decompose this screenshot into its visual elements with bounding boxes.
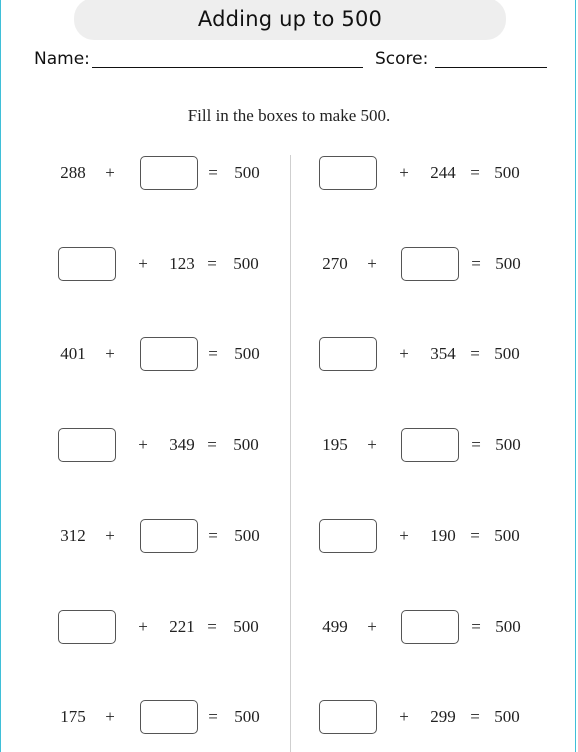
plus-sign: + [367, 254, 377, 273]
answer-box[interactable] [319, 337, 377, 371]
answer-box[interactable] [401, 247, 459, 281]
addend-number: 270 [322, 254, 348, 273]
plus-sign: + [138, 254, 148, 273]
answer-box[interactable] [319, 700, 377, 734]
addend-number: 288 [60, 163, 86, 182]
addend-number: 244 [430, 163, 456, 182]
plus-sign: + [138, 617, 148, 636]
sum-value: 500 [233, 617, 259, 636]
addend-number: 354 [430, 344, 456, 363]
equals-sign: = [470, 344, 480, 363]
sum-value: 500 [234, 526, 260, 545]
sum-value: 500 [494, 344, 520, 363]
equals-sign: = [208, 163, 218, 182]
sum-value: 500 [494, 707, 520, 726]
equals-sign: = [207, 435, 217, 454]
addend-number: 401 [60, 344, 86, 363]
sum-value: 500 [233, 254, 259, 273]
equals-sign: = [208, 344, 218, 363]
addend-number: 221 [169, 617, 195, 636]
equals-sign: = [471, 254, 481, 273]
name-label: Name: [34, 49, 90, 69]
plus-sign: + [399, 707, 409, 726]
title-banner [74, 0, 506, 40]
name-field[interactable] [92, 67, 363, 68]
answer-box[interactable] [140, 156, 198, 190]
answer-box[interactable] [58, 428, 116, 462]
addend-number: 312 [60, 526, 86, 545]
plus-sign: + [399, 526, 409, 545]
instructions: Fill in the boxes to make 500. [187, 106, 391, 125]
equals-sign: = [207, 254, 217, 273]
addend-number: 195 [322, 435, 348, 454]
plus-sign: + [138, 435, 148, 454]
plus-sign: + [105, 707, 115, 726]
answer-box[interactable] [140, 519, 198, 553]
answer-box[interactable] [58, 247, 116, 281]
addend-number: 123 [169, 254, 195, 273]
answer-box[interactable] [140, 700, 198, 734]
answer-box[interactable] [140, 337, 198, 371]
score-label: Score: [375, 49, 429, 69]
column-divider [290, 155, 291, 752]
answer-box[interactable] [401, 428, 459, 462]
equals-sign: = [208, 707, 218, 726]
equals-sign: = [470, 526, 480, 545]
plus-sign: + [367, 617, 377, 636]
sum-value: 500 [495, 617, 521, 636]
addend-number: 190 [430, 526, 456, 545]
equals-sign: = [470, 163, 480, 182]
plus-sign: + [399, 344, 409, 363]
sum-value: 500 [494, 163, 520, 182]
sum-value: 500 [494, 526, 520, 545]
equals-sign: = [208, 526, 218, 545]
plus-sign: + [105, 163, 115, 182]
answer-box[interactable] [319, 156, 377, 190]
addend-number: 499 [322, 617, 348, 636]
answer-box[interactable] [58, 610, 116, 644]
worksheet-title: Adding up to 500 [197, 7, 383, 31]
equals-sign: = [471, 617, 481, 636]
equals-sign: = [207, 617, 217, 636]
equals-sign: = [470, 707, 480, 726]
sum-value: 500 [495, 435, 521, 454]
plus-sign: + [105, 526, 115, 545]
addend-number: 299 [430, 707, 456, 726]
plus-sign: + [367, 435, 377, 454]
sum-value: 500 [234, 707, 260, 726]
addend-number: 349 [169, 435, 195, 454]
answer-box[interactable] [401, 610, 459, 644]
plus-sign: + [399, 163, 409, 182]
sum-value: 500 [234, 163, 260, 182]
sum-value: 500 [233, 435, 259, 454]
sum-value: 500 [234, 344, 260, 363]
score-field[interactable] [435, 67, 547, 68]
sum-value: 500 [495, 254, 521, 273]
addend-number: 175 [60, 707, 86, 726]
answer-box[interactable] [319, 519, 377, 553]
equals-sign: = [471, 435, 481, 454]
plus-sign: + [105, 344, 115, 363]
